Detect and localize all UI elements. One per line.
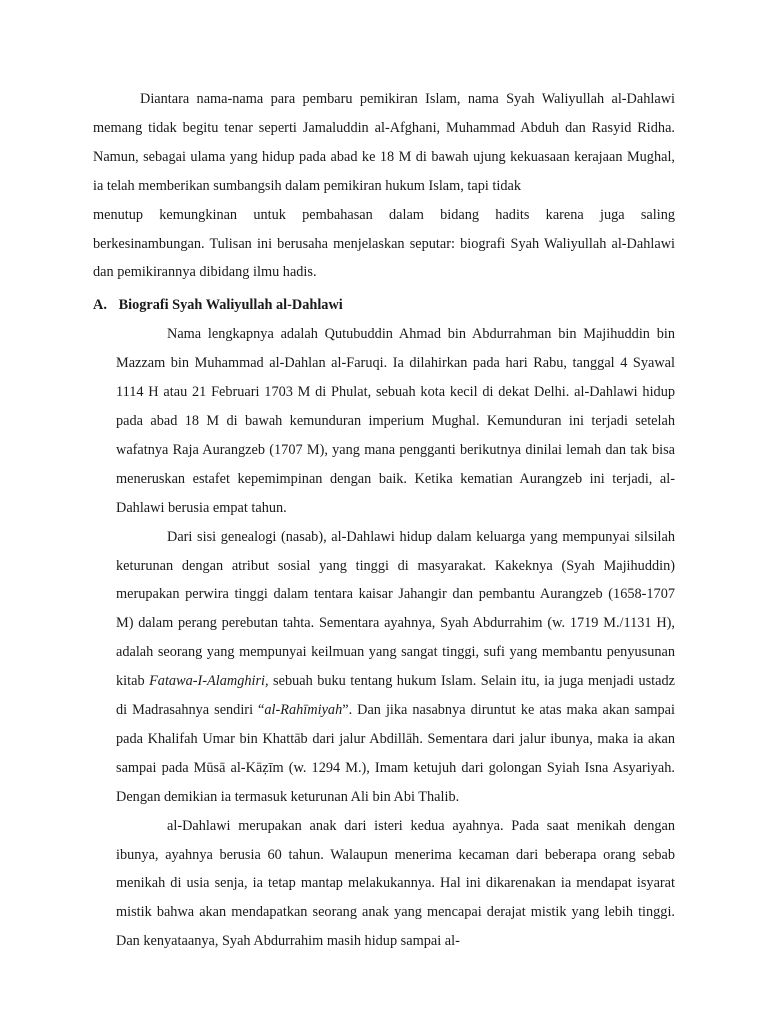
paragraph-2-text-b: , sebuah buku tentang hukum Islam. Selain itu, ia juga menjadi ustadz di Madrasahnya sendiri “ <box>116 673 675 719</box>
intro-paragraph-2: menutup kemungkinan untuk pembahasan dalam bidang hadits karena juga saling berkesinambungan. Tulisan ini berusaha menjelaskan seputar: biografi Syah Waliyullah al-Dahlawi dan pemikirannya dibidang ilmu hadis. <box>93 206 675 281</box>
biography-paragraph-2 <box>116 523 675 812</box>
section-heading <box>93 291 675 320</box>
section-body <box>93 320 675 956</box>
biography-paragraph-1: Nama lengkapnya adalah Qutubuddin Ahmad bin Abdurrahman bin Majihuddin bin Mazzam bin Muhammad al-Dahlan al-Faruqi. Ia dilahirkan pada hari Rabu, tanggal 4 Syawal 1114 H atau 21 Februari 1703 M di Phulat, sebuah kota kecil di dekat Delhi. al-Dahlawi hidup pada abad 18 M di bawah kemunduran imperium Mughal. Kemunduran ini terjadi setelah wafatnya Raja Aurangzeb (1707 M), yang mana pengganti berikutnya dinilai lemah dan tak bisa meneruskan estafet kepemimpinan dengan baik. Ketika kematian Aurangzeb ini terjadi, al-Dahlawi berusia empat tahun. <box>116 326 675 516</box>
kitab-title: Fatawa-I-Alamghiri <box>149 673 266 690</box>
section-marker: A. <box>93 297 107 314</box>
madrasah-name: al-Rahīmiyah <box>264 702 343 719</box>
section-title: Biografi Syah Waliyullah al-Dahlawi <box>118 297 343 314</box>
paragraph-2-text-c: ”. Dan jika nasabnya diruntut ke atas maka akan sampai pada Khalifah Umar bin Khattāb dari jalur Abdillāh. Sementara dari jalur ibunya, maka ia akan sampai pada Mūsā al-Kāẓīm (w. 1294 M.), Imam ketujuh dari golongan Syiah Isna Asyariyah. Dengan demikian ia termasuk keturunan Ali bin Abi Thalib. <box>116 702 675 805</box>
paragraph-2-text-a: Dari sisi genealogi (nasab), al-Dahlawi hidup dalam keluarga yang mempunyai silsilah keturunan dengan atribut sosial yang tinggi di masyarakat. Kakeknya (Syah Majihuddin) merupakan perwira tinggi dalam tentara kaisar Jahangir dan pembantu Aurangzeb (1658-1707 M) dalam perang perebutan tahta. Sementara ayahnya, Syah Abdurrahim (w. 1719 M./1131 H), adalah seorang yang mempunyai keilmuan yang sangat tinggi, sufi yang membantu penyusunan kitab <box>116 528 675 690</box>
biography-paragraph-3: al-Dahlawi merupakan anak dari isteri kedua ayahnya. Pada saat menikah dengan ibunya, ayahnya berusia 60 tahun. Walaupun menerima kecaman dari beberapa orang sebab menikah di usia senja, ia tetap mantap melakukannya. Hal ini dikarenakan ia mendapat isyarat mistik bahwa akan mendapatkan seorang anak yang mencapai derajat mistik yang lebih tinggi. Dan kenyataanya, Syah Abdurrahim masih hidup sampai al- <box>116 817 675 950</box>
intro-paragraph-1: Diantara nama-nama para pembaru pemikiran Islam, nama Syah Waliyullah al-Dahlawi memang tidak begitu tenar seperti Jamaluddin al-Afghani, Muhammad Abduh dan Rasyid Ridha. Namun, sebagai ulama yang hidup pada abad ke 18 M di bawah ujung kekuasaan kerajaan Mughal, ia telah memberikan sumbangsih dalam pemikiran hukum Islam, tapi tidak <box>93 91 675 194</box>
